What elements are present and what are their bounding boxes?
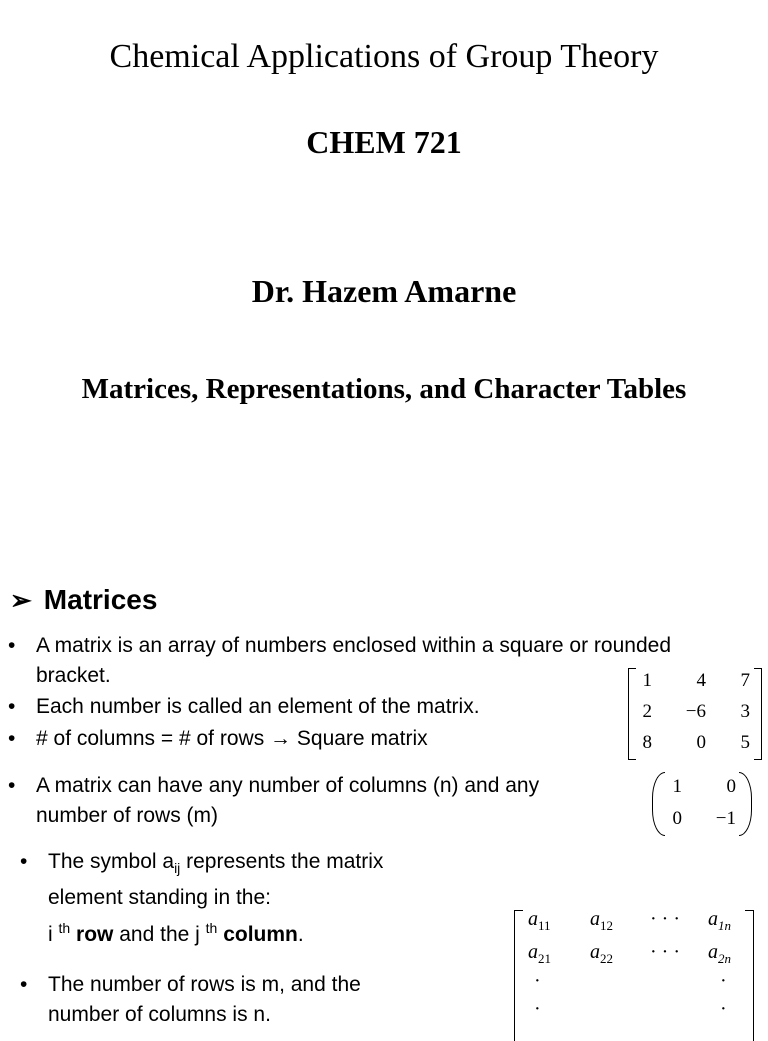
- section-heading-text: Matrices: [43, 584, 158, 615]
- bullet-text: [48, 847, 468, 950]
- right-bracket: [754, 668, 762, 760]
- matrix-element: $a_{12}$: [590, 908, 613, 933]
- bullet-line: A matrix is an array of numbers enclosed within a square or rounded: [36, 634, 671, 657]
- bullet-line: number of rows (m): [36, 804, 219, 827]
- matrix-element: $a_{11}$: [528, 908, 551, 933]
- slide-title: Chemical Applications of Group Theory: [109, 38, 659, 75]
- bullet-dot: •: [20, 850, 28, 873]
- matrix-cell: 1: [672, 776, 682, 797]
- matrix-cell: 8: [642, 732, 652, 753]
- bullet-text: [36, 724, 428, 754]
- matrix-element: $a_{21}$: [528, 941, 551, 966]
- bullet-line: number of columns is n.: [48, 1003, 271, 1026]
- bullet-text: Each number is called an element of the matrix.: [36, 695, 480, 718]
- rounded-matrix: [652, 772, 752, 836]
- matrix-dot: ·: [534, 970, 541, 992]
- matrix-dot: ·: [534, 998, 541, 1020]
- matrix-cell: 4: [696, 670, 706, 691]
- matrix-cell: 2: [642, 701, 652, 722]
- bullet-line: The symbol $a_{ij}$ represents the matrix: [48, 850, 384, 877]
- bullet-item: [8, 771, 15, 801]
- section-heading: [10, 584, 157, 616]
- matrix-dot: ·: [720, 970, 727, 992]
- bullet-dot: •: [8, 634, 16, 657]
- matrix-element: $a_{22}$: [590, 941, 613, 966]
- bullet-line: element standing in the:: [48, 886, 271, 910]
- bullet-item: [20, 847, 27, 877]
- matrix-cell: 0: [726, 776, 736, 797]
- bullet-dot: •: [8, 774, 16, 797]
- matrix-cell: 3: [740, 701, 750, 722]
- arrow-right-icon: →: [270, 727, 292, 750]
- bullet-item: [20, 970, 27, 1000]
- bullet-item: [8, 631, 15, 661]
- bullet-dot: •: [8, 727, 16, 750]
- matrix-dot: ·: [720, 998, 727, 1020]
- bullet-dot: •: [8, 695, 16, 718]
- matrix-cell: 0: [672, 808, 682, 829]
- matrix-cell: 7: [740, 670, 750, 691]
- bullet-item: [8, 692, 15, 722]
- square-matrix: [628, 668, 762, 760]
- bullet-dot: •: [20, 973, 28, 996]
- matrix-element: $a_{2n}$: [708, 941, 731, 966]
- bullet-text: [48, 970, 468, 1030]
- bullet-text-part: Square matrix: [296, 727, 428, 750]
- right-parenthesis: [739, 772, 752, 836]
- arrow-bullet-icon: ➢: [10, 585, 32, 615]
- bullet-line: The number of rows is m, and the: [48, 973, 361, 996]
- course-code: CHEM 721: [306, 124, 462, 160]
- matrix-cell: −1: [715, 808, 736, 829]
- right-bracket: [745, 910, 754, 1041]
- matrix-cell: −6: [685, 701, 706, 722]
- bullet-text-part: # of columns = # of rows: [36, 727, 265, 750]
- matrix-ellipsis: · · ·: [650, 908, 680, 930]
- matrix-cell: 5: [740, 732, 750, 753]
- general-matrix: [514, 906, 754, 1024]
- matrix-element: $a_{1n}$: [708, 908, 731, 933]
- matrix-cell: 1: [642, 670, 652, 691]
- bullet-line: bracket.: [36, 664, 111, 687]
- author-name: Dr. Hazem Amarne: [251, 273, 517, 309]
- bullet-line: i $^{th}$ row and the j $^{th}$ column.: [48, 920, 304, 947]
- bullet-item: [8, 724, 15, 754]
- matrix-ellipsis: · · ·: [650, 941, 680, 963]
- left-bracket: [514, 910, 523, 1041]
- bullet-text: [36, 771, 616, 831]
- slide-subtitle: Matrices, Representations, and Character Tables: [81, 373, 687, 405]
- matrix-cell: 0: [696, 732, 706, 753]
- bullet-line: A matrix can have any number of columns (n) and any: [36, 774, 540, 797]
